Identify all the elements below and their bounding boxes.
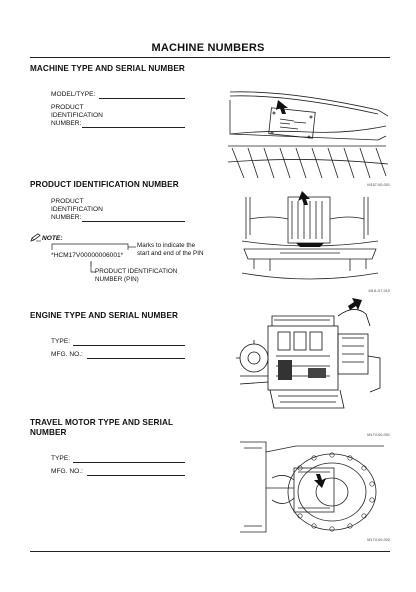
motor-type-label: TYPE: xyxy=(51,455,71,462)
pin-field-line1: PRODUCT xyxy=(51,198,84,205)
travel-motor-heading-line2: NUMBER xyxy=(30,428,67,437)
pin-underline-leader xyxy=(48,262,98,276)
engine-type-label: TYPE: xyxy=(51,338,71,345)
engine-figure-code: M17V-00-001 xyxy=(367,433,390,437)
travel-motor-heading-line1: TRAVEL MOTOR TYPE AND SERIAL xyxy=(30,418,174,427)
engine-type-field[interactable] xyxy=(73,345,185,346)
motor-mfg-field[interactable] xyxy=(87,475,185,476)
page-title: MACHINE NUMBERS xyxy=(151,42,265,54)
black-arrow-icon xyxy=(298,191,310,205)
black-arrow-icon xyxy=(314,474,326,488)
pin-section-heading: PRODUCT IDENTIFICATION NUMBER xyxy=(30,180,179,189)
travel-motor-figure-code: M17V-00-002 xyxy=(367,538,390,542)
model-type-field[interactable] xyxy=(99,98,185,99)
title-divider xyxy=(30,57,390,58)
engine-mfg-field[interactable] xyxy=(87,358,185,359)
pin-callout-line1: PRODUCT IDENTIFICATION xyxy=(95,268,178,275)
black-arrow-icon xyxy=(348,298,362,310)
engine-section-heading: ENGINE TYPE AND SERIAL NUMBER xyxy=(30,311,179,320)
pin-field-line2: IDENTIFICATION xyxy=(51,206,103,213)
pin-example: *HCM17V00000006001* xyxy=(51,252,124,259)
pin-field-line3: NUMBER: xyxy=(51,214,82,221)
travel-motor-illustration xyxy=(236,438,388,536)
footer-divider xyxy=(30,551,390,552)
model-type-label: MODEL/TYPE: xyxy=(51,91,96,98)
engine-illustration xyxy=(234,296,384,424)
product-id-field[interactable] xyxy=(82,127,185,128)
pin-label-line2: IDENTIFICATION xyxy=(51,112,103,119)
black-arrow-icon xyxy=(276,100,288,114)
motor-type-field[interactable] xyxy=(73,462,185,463)
pin-label-line3: NUMBER: xyxy=(51,120,82,127)
machine-plate-illustration xyxy=(228,86,390,184)
pin-callout-line2: NUMBER (PIN) xyxy=(95,276,139,283)
pin-figure-code: M1I1-07-010 xyxy=(368,289,390,293)
pin-location-illustration xyxy=(240,189,380,287)
marker-callout-line1: Marks to indicate the xyxy=(137,242,196,249)
note-label: NOTE: xyxy=(42,235,63,242)
pencil-note-icon xyxy=(30,233,42,242)
motor-mfg-label: MFG. NO.: xyxy=(51,468,83,475)
engine-mfg-label: MFG. NO.: xyxy=(51,351,83,358)
machine-section-heading: MACHINE TYPE AND SERIAL NUMBER xyxy=(30,64,185,73)
machine-figure-code: M157-00-001 xyxy=(367,183,390,187)
marker-callout-line2: start and end of the PIN xyxy=(137,250,204,257)
pin-number-field[interactable] xyxy=(82,221,185,222)
pin-label-line1: PRODUCT xyxy=(51,104,84,111)
